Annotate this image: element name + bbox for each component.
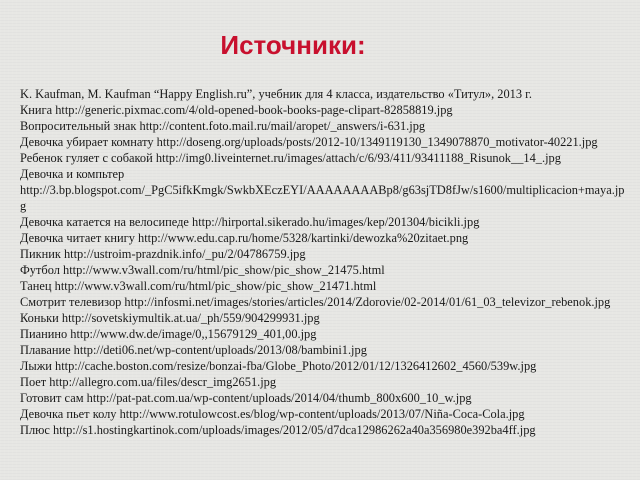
source-item: K. Kaufman, M. Kaufman “Happy English.ru”, учебник для 4 класса, издательство «Титул», 2013 г. [20,87,532,101]
source-item: Ребенок гуляет с собакой http://img0.liveinternet.ru/images/attach/c/6/93/411/93411188_Risunok__14_.jpg [20,151,561,165]
source-item: Готовит сам http://pat-pat.com.ua/wp-content/uploads/2014/04/thumb_800x600_10_w.jpg [20,391,472,405]
source-item: Вопросительный знак http://content.foto.mail.ru/mail/aropet/_answers/i-631.jpg [20,119,426,133]
source-item: Футбол http://www.v3wall.com/ru/html/pic_show/pic_show_21475.html [20,263,385,277]
source-item: Плюс http://s1.hostingkartinok.com/uploads/images/2012/05/d7dca12986262a40a356980e392ba4ff.jpg [20,423,536,437]
source-item: Плавание http://deti06.net/wp-content/uploads/2013/08/bambini1.jpg [20,343,367,357]
slide-title: Источники: [220,30,366,60]
source-item: Лыжи http://cache.boston.com/resize/bonzai-fba/Globe_Photo/2012/01/12/1326412602_4560/539w.jpg [20,359,537,373]
source-item: Девочка и компьтер http://3.bp.blogspot.com/_PgC5ifkKmgk/SwkbXEczEYI/AAAAAAAABp8/g63sjTD8fJw/s1600/multiplicacion+maya.jpg [20,167,625,213]
source-item: Поет http://allegro.com.ua/files/descr_img2651.jpg [20,375,277,389]
source-item: Девочка убирает комнату http://doseng.org/uploads/posts/2012-10/1349119130_1349078870_motivator-40221.jpg [20,135,598,149]
source-item: Коньки http://sovetskiymultik.at.ua/_ph/559/904299931.jpg [20,311,320,325]
source-item: Пикник http://ustroim-prazdnik.info/_pu/2/04786759.jpg [20,247,306,261]
source-item: Девочка катается на велосипеде http://hirportal.sikerado.hu/images/kep/201304/bicikli.jpg [20,215,480,229]
sources-list [20,86,625,438]
source-item: Танец http://www.v3wall.com/ru/html/pic_show/pic_show_21471.html [20,279,377,293]
source-item: Девочка пьет колу http://www.rotulowcost.es/blog/wp-content/uploads/2013/07/Niña-Coca-Cola.jpg [20,407,525,421]
source-item: Девочка читает книгу http://www.edu.cap.ru/home/5328/kartinki/dewozka%20zitaet.png [20,231,469,245]
source-item: Книга http://generic.pixmac.com/4/old-opened-book-books-page-clipart-82858819.jpg [20,103,453,117]
source-item: Смотрит телевизор http://infosmi.net/images/stories/articles/2014/Zdorovie/02-2014/01/61_03_televizor_rebenok.jpg [20,295,611,309]
source-item: Пианино http://www.dw.de/image/0,,15679129_401,00.jpg [20,327,317,341]
